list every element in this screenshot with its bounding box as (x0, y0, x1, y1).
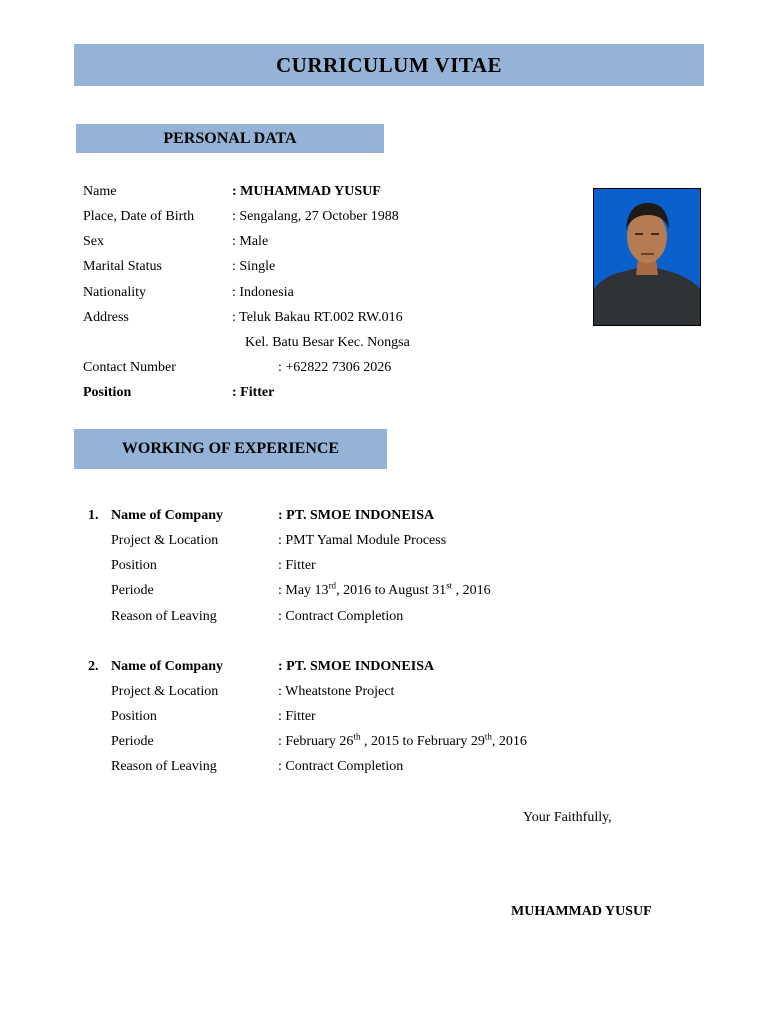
personal-value-address: : Teluk Bakau RT.002 RW.016 (232, 310, 403, 325)
personal-value-name: : MUHAMMAD YUSUF (232, 184, 381, 199)
personal-data-heading: PERSONAL DATA (76, 124, 384, 153)
exp2-label-periode: Periode (111, 734, 154, 749)
personal-label-contact: Contact Number (83, 360, 176, 375)
closing-text: Your Faithfully, (523, 810, 612, 825)
exp1-value-reason: : Contract Completion (278, 609, 404, 624)
exp1-value-company: : PT. SMOE INDONEISA (278, 508, 435, 523)
personal-label-birth: Place, Date of Birth (83, 209, 195, 224)
exp2-value-project: : Wheatstone Project (278, 684, 395, 699)
exp2-value-company: : PT. SMOE INDONEISA (278, 659, 435, 674)
exp1-value-periode: : May 13rd, 2016 to August 31st , 2016 (278, 580, 491, 598)
exp1-label-position: Position (111, 558, 157, 573)
exp1-label-project: Project & Location (111, 533, 219, 548)
exp2-label-company: Name of Company (111, 659, 223, 674)
personal-value-nationality: : Indonesia (232, 285, 294, 300)
exp1-value-position: : Fitter (278, 558, 316, 573)
exp1-label-periode: Periode (111, 583, 154, 598)
exp1-label-reason: Reason of Leaving (111, 609, 217, 624)
personal-value-position: : Fitter (232, 385, 275, 400)
personal-label-nationality: Nationality (83, 285, 146, 300)
experience-2-number: 2. (88, 659, 99, 674)
person-portrait-icon (594, 189, 700, 325)
personal-value-sex: : Male (232, 234, 269, 249)
exp2-value-reason: : Contract Completion (278, 759, 404, 774)
cv-title: CURRICULUM VITAE (74, 44, 704, 86)
signature-name: MUHAMMAD YUSUF (511, 904, 652, 919)
personal-label-marital: Marital Status (83, 259, 162, 274)
exp1-value-project: : PMT Yamal Module Process (278, 533, 447, 548)
personal-value-contact: : +62822 7306 2026 (278, 360, 392, 375)
profile-photo (593, 188, 701, 326)
personal-value-address-line2: Kel. Batu Besar Kec. Nongsa (245, 335, 410, 350)
personal-value-marital: : Single (232, 259, 276, 274)
exp2-label-position: Position (111, 709, 157, 724)
exp2-label-reason: Reason of Leaving (111, 759, 217, 774)
exp1-label-company: Name of Company (111, 508, 223, 523)
exp2-label-project: Project & Location (111, 684, 219, 699)
personal-label-position: Position (83, 385, 132, 400)
personal-value-birth: : Sengalang, 27 October 1988 (232, 209, 399, 224)
exp2-value-position: : Fitter (278, 709, 316, 724)
personal-label-sex: Sex (83, 234, 104, 249)
exp2-value-periode: : February 26th , 2015 to February 29th, 2016 (278, 731, 527, 749)
personal-label-name: Name (83, 184, 117, 199)
personal-label-address: Address (83, 310, 129, 325)
experience-1-number: 1. (88, 508, 99, 523)
working-experience-heading: WORKING OF EXPERIENCE (74, 429, 387, 469)
